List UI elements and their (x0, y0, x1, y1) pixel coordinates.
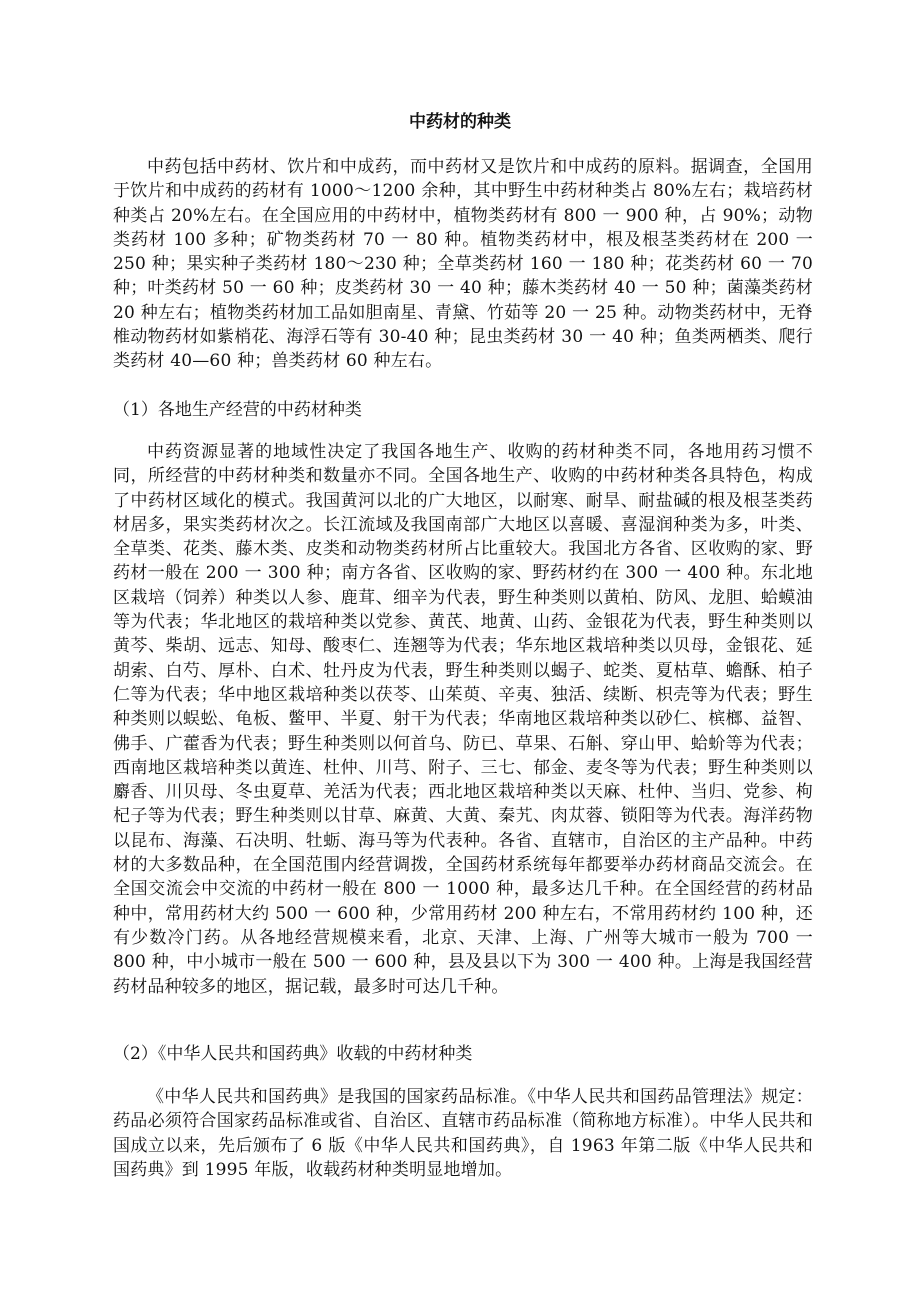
section-heading-regional: （1）各地生产经营的中药材种类 (113, 400, 362, 420)
paragraph-overview: 中药包括中药材、饮片和中成药，而中药材又是饮片和中成药的原料。据调查，全国用于饮片和中成药的药材有 1000～1200 余种，其中野生中药材种类占 80%左右；栽培药材种类占 20%左右。在全国应用的中药材中，植物类药材有 800 一 900 种，占 90%；动物类药材 100 多种；矿物类药材 70 一 80 种。植物类药材中，根及根茎类药材在 200 一 250 种；果实种子类药材 180～230 种；全草类药材 160 一 180 种；花类药材 60 一 70 种；叶类药材 50 一 60 种；皮类药材 30 一 40 种；藤木类药材 40 一 50 种；菌藻类药材 20 种左右；植物类药材加工品如胆南星、青黛、竹茹等 20 一 25 种。动物类药材中，无脊椎动物药材如紫梢花、海浮石等有 30-40 种；昆虫类药材 30 一 40 种；鱼类两栖类、爬行类药材 40—60 种；兽类药材 60 种左右。 (113, 157, 813, 372)
document-title: 中药材的种类 (409, 112, 511, 132)
paragraph-regional: 中药资源显著的地域性决定了我国各地生产、收购的药材种类不同，各地用药习惯不同，所经营的中药材种类和数量亦不同。全国各地生产、收购的中药材种类各具特色，构成了中药材区域化的模式。我国黄河以北的广大地区，以耐寒、耐旱、耐盐碱的根及根茎类药材居多，果实类药材次之。长江流域及我国南部广大地区以喜暖、喜湿润种类为多，叶类、全草类、花类、藤木类、皮类和动物类药材所占比重较大。我国北方各省、区收购的家、野药材一般在 200 一 300 种；南方各省、区收购的家、野药材约在 300 一 400 种。东北地区栽培（饲养）种类以人参、鹿茸、细辛为代表，野生种类则以黄柏、防风、龙胆、蛤蟆油等为代表；华北地区的栽培种类以党参、黄芪、地黄、山药、金银花为代表，野生种类则以黄芩、柴胡、远志、知母、酸枣仁、连翘等为代表；华东地区栽培种类以贝母，金银花、延胡索、白芍、厚朴、白术、牡丹皮为代表，野生种类则以蝎子、蛇类、夏枯草、蟾酥、柏子仁等为代表；华中地区栽培种类以茯苓、山茱萸、辛夷、独活、续断、枳壳等为代表；野生种类则以蜈蚣、龟板、鳖甲、半夏、射干为代表；华南地区栽培种类以砂仁、槟榔、益智、佛手、广藿香为代表；野生种类则以何首乌、防已、草果、石斛、穿山甲、蛤蚧等为代表；西南地区栽培种类以黄连、杜仲、川芎、附子、三七、郁金、麦冬等为代表；野生种类则以麝香、川贝母、冬虫夏草、羌活为代表；西北地区栽培种类以天麻、杜仲、当归、党参、枸杞子等为代表；野生种类则以甘草、麻黄、大黄、秦艽、肉苁蓉、锁阳等为代表。海洋药物以昆布、海藻、石决明、牡蛎、海马等为代表种。各省、直辖市，自治区的主产品种。中药材的大多数品种，在全国范围内经营调拨，全国药材系统每年都要举办药材商品交流会。在全国交流会中交流的中药材一般在 800 一 1000 种，最多达几千种。在全国经营的药材品种中，常用药材大约 500 一 600 种，少常用药材 200 种左右，不常用药材约 100 种，还有少数冷门药。从各地经营规模来看，北京、天津、上海、广州等大城市一般为 700 一 800 种，中小城市一般在 500 一 600 种，县及县以下为 300 一 400 种。上海是我国经营药材品种较多的地区，据记载，最多时可达几千种。 (113, 442, 813, 997)
section-heading-pharmacopoeia: （2）《中华人民共和国药典》收载的中药材种类 (113, 1044, 473, 1064)
paragraph-pharmacopoeia: 《中华人民共和国药典》是我国的国家药品标准。《中华人民共和国药品管理法》规定：药品必须符合国家药品标准或省、自治区、直辖市药品标准（简称地方标准）。中华人民共和国成立以来，先后颁布了 6 版《中华人民共和国药典》，自 1963 年第二版《中华人民共和国药典》到 1995 年版，收载药材种类明显地增加。 (113, 1087, 813, 1180)
